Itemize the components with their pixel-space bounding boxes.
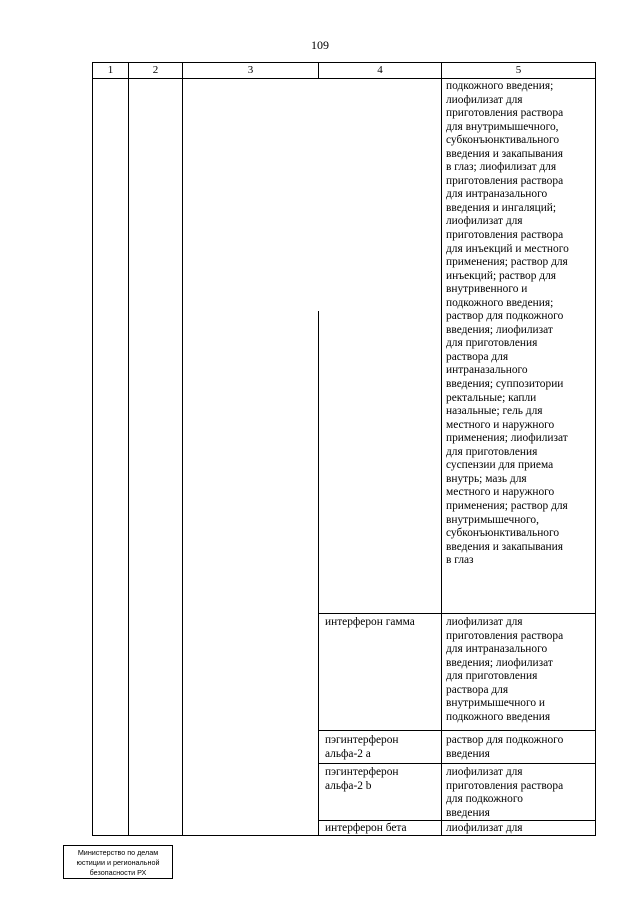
column-header: 1 bbox=[107, 64, 114, 76]
data-table bbox=[92, 62, 596, 836]
cell-drug-name: интерферон гамма bbox=[325, 616, 415, 628]
cell-dosage-form: лиофилизат для приготовления раствора для интраназального введения; лиофилизат для приготовления раствора для внутримышечного и подкожного введения bbox=[446, 616, 564, 723]
column-divider bbox=[441, 63, 442, 835]
row-divider bbox=[318, 613, 595, 614]
row-divider bbox=[318, 730, 595, 731]
cell-drug-name: пэгинтерферон альфа-2 b bbox=[325, 766, 399, 792]
cell-dosage-form: подкожного введения; лиофилизат для приготовления раствора для внутримышечного, субконъюнктивального введения и закапывания в глаз; лиофилизат для приготовления раствора для интраназального введения и ингаляций; лиофилизат для приготовления раствора для инъекций и местного применения; раствор для инъекций; раствор для внутривенного и подкожного введения; раствор для подкожного введения; лиофилизат для приготовления раствора для интраназального введения; суппозитории ректальные; капли назальные; гель для местного и наружного применения; лиофилизат для приготовления суспензии для приема внутрь; мазь для местного и наружного применения; раствор для внутримышечного, субконъюнктивального введения и закапывания в глаз bbox=[446, 80, 569, 567]
column-header: 5 bbox=[515, 64, 522, 76]
row-divider bbox=[318, 763, 595, 764]
column-header: 3 bbox=[247, 64, 254, 76]
column-divider bbox=[182, 63, 183, 835]
cell-dosage-form: лиофилизат для bbox=[446, 822, 523, 834]
cell-drug-name: интерферон бета bbox=[325, 822, 407, 834]
page-number: 109 bbox=[311, 38, 329, 52]
column-header: 4 bbox=[377, 64, 383, 76]
header-divider bbox=[93, 78, 595, 79]
column-divider bbox=[128, 63, 129, 835]
column-divider bbox=[318, 311, 319, 835]
column-header: 2 bbox=[152, 64, 159, 76]
cell-dosage-form: лиофилизат для приготовления раствора для подкожного введения bbox=[446, 766, 564, 819]
cell-drug-name: пэгинтерферон альфа-2 а bbox=[325, 734, 399, 760]
registration-stamp: Министерство по делам юстиции и региональной безопасности РХ bbox=[63, 845, 173, 879]
cell-dosage-form: раствор для подкожного введения bbox=[446, 734, 564, 760]
